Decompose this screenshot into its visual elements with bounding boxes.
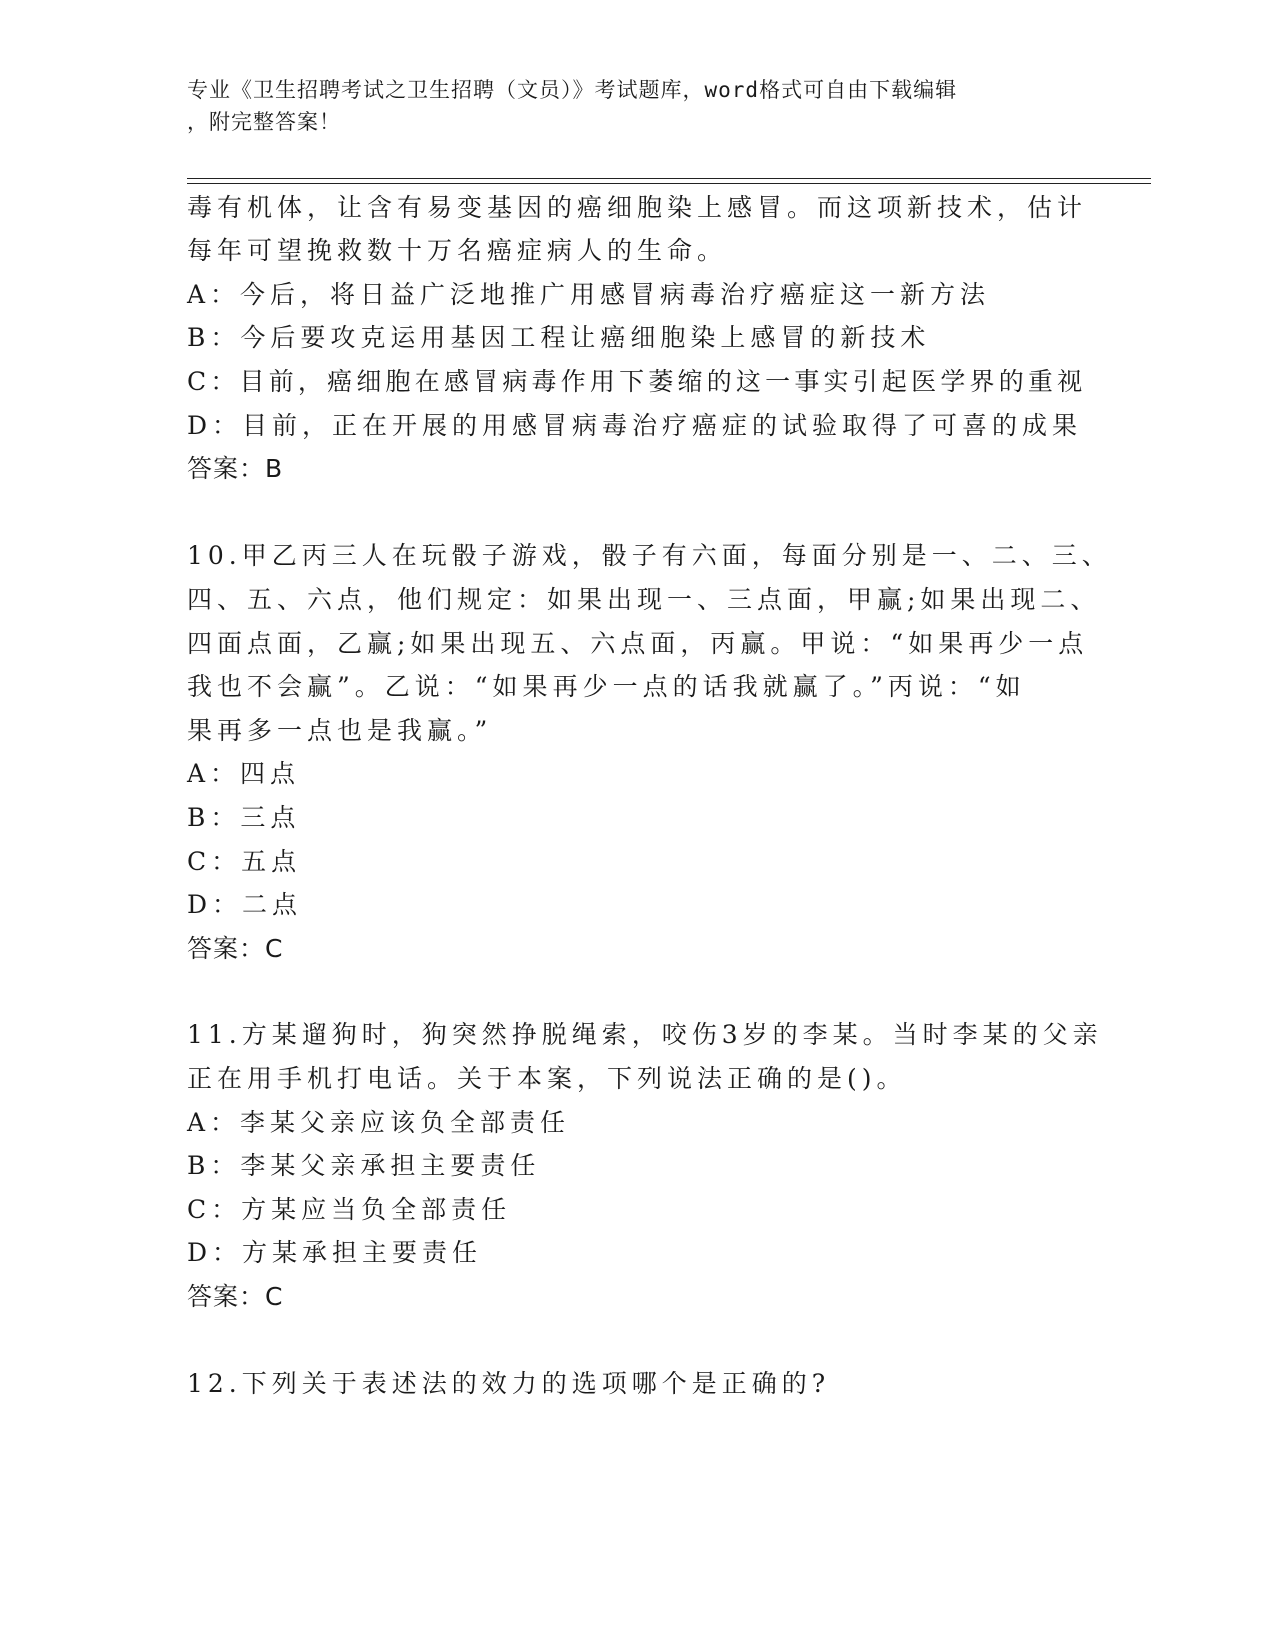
question-stem-line: 果再多一点也是我赢。”	[187, 716, 493, 745]
answer-label: 答案：B	[187, 454, 284, 483]
document-header	[187, 74, 1087, 138]
option-a: A：李某父亲应该负全部责任	[187, 1108, 571, 1137]
option-c: C：目前，癌细胞在感冒病毒作用下萎缩的这一事实引起医学界的重视	[187, 367, 1087, 396]
question-stem-line: 正在用手机打电话。关于本案，下列说法正确的是()。	[187, 1064, 907, 1093]
header-line-1: 专业《卫生招聘考试之卫生招聘（文员）》考试题库，word格式可自由下载编辑	[187, 78, 958, 102]
option-a: A：四点	[187, 759, 301, 788]
option-c: C：五点	[187, 847, 302, 876]
answer-label: 答案：C	[187, 1282, 284, 1311]
question-stem-line: 毒有机体，让含有易变基因的癌细胞染上感冒。而这项新技术，估计	[187, 193, 1088, 222]
question-stem-line: 11.方某遛狗时，狗突然挣脱绳索，咬伤3岁的李某。当时李某的父亲	[187, 1020, 1103, 1049]
option-d: D：方某承担主要责任	[187, 1238, 483, 1267]
question-stem-line: 我也不会赢”。乙说：“如果再少一点的话我就赢了。”丙说：“如	[187, 672, 1026, 701]
question-stem-line: 四面点面，乙赢;如果出现五、六点面，丙赢。甲说：“如果再少一点	[187, 629, 1089, 658]
option-b: B：李某父亲承担主要责任	[187, 1151, 541, 1180]
option-a: A：今后，将日益广泛地推广用感冒病毒治疗癌症这一新方法	[187, 280, 991, 309]
option-c: C：方某应当负全部责任	[187, 1195, 512, 1224]
option-d: D：目前，正在开展的用感冒病毒治疗癌症的试验取得了可喜的成果	[187, 411, 1083, 440]
question-stem-line: 12.下列关于表述法的效力的选项哪个是正确的?	[187, 1369, 831, 1398]
answer-label: 答案：C	[187, 934, 284, 963]
option-d: D：二点	[187, 890, 303, 919]
header-divider-top	[187, 178, 1151, 179]
header-divider-bottom	[187, 183, 1151, 184]
question-stem-line: 每年可望挽救数十万名癌症病人的生命。	[187, 236, 728, 265]
option-b: B：三点	[187, 803, 301, 832]
option-b: B：今后要攻克运用基因工程让癌细胞染上感冒的新技术	[187, 323, 931, 352]
question-stem-line: 10.甲乙丙三人在玩骰子游戏，骰子有六面，每面分别是一、二、三、	[187, 541, 1112, 570]
question-stem-line: 四、五、六点，他们规定：如果出现一、三点面，甲赢;如果出现二、	[187, 585, 1101, 614]
header-line-2: ，附完整答案！	[187, 110, 341, 134]
